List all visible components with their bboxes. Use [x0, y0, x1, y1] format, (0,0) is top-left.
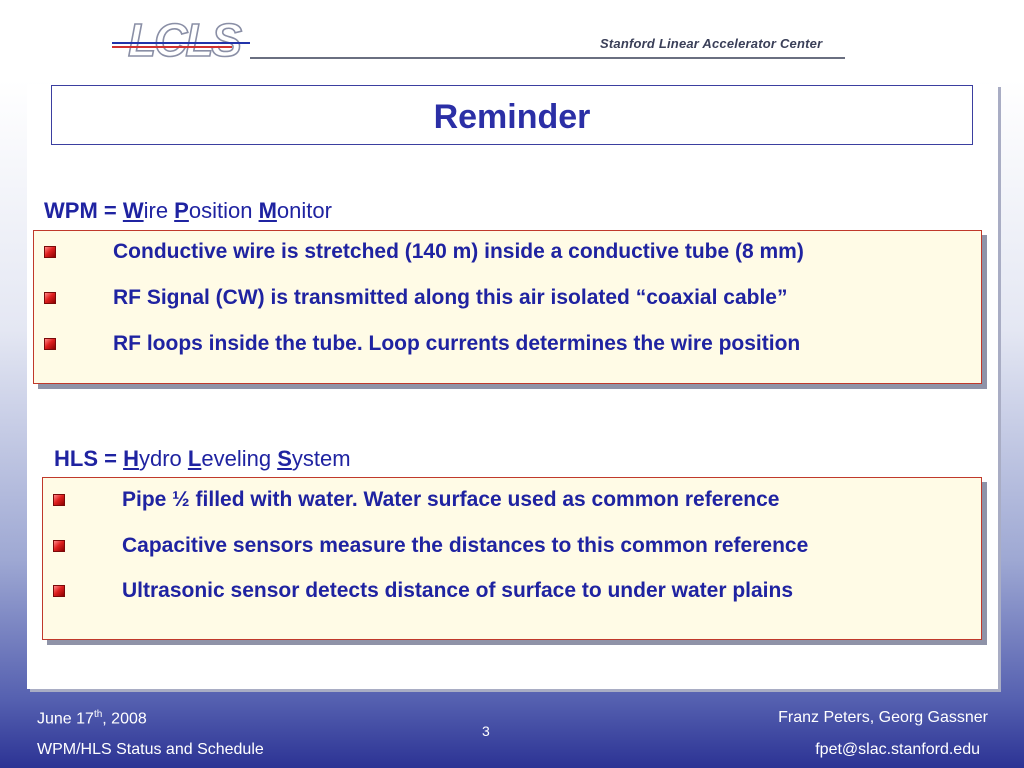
list-item	[34, 240, 981, 270]
bullet-text: Conductive wire is stretched (140 m) inside a conductive tube (8 mm)	[113, 240, 804, 263]
hls-word-rest-1: ydro	[138, 446, 188, 471]
title-box	[51, 85, 973, 145]
list-item	[43, 579, 981, 609]
slide-header	[0, 0, 1024, 80]
hls-abbreviation: HLS =	[54, 446, 124, 471]
date-year: , 2008	[102, 710, 147, 728]
slide-title: Reminder	[433, 98, 591, 136]
wpm-initial-m: M	[258, 198, 277, 223]
bullet-text: Pipe ½ filled with water. Water surface used as common reference	[122, 488, 780, 511]
bullet-text: Ultrasonic sensor detects distance of surface to under water plains	[122, 579, 794, 602]
header-divider	[250, 57, 845, 59]
red-square-bullet-icon	[53, 540, 65, 552]
hls-heading	[54, 446, 351, 472]
list-item	[34, 286, 981, 316]
hls-initial-s: S	[277, 446, 292, 471]
wpm-word-rest-1: ire	[143, 198, 175, 223]
footer-date	[37, 709, 147, 728]
list-item	[43, 488, 981, 518]
red-square-bullet-icon	[53, 585, 65, 597]
organization-name: Stanford Linear Accelerator Center	[600, 36, 823, 51]
hls-word-rest-2: eveling	[201, 446, 278, 471]
date-month-day: June 17	[37, 710, 94, 728]
list-item	[43, 534, 981, 564]
bullet-text: Capacitive sensors measure the distances to this common reference	[122, 534, 809, 557]
red-square-bullet-icon	[44, 246, 56, 258]
red-square-bullet-icon	[44, 292, 56, 304]
wpm-initial-w: W	[122, 198, 144, 223]
page-number: 3	[482, 723, 490, 739]
date-superscript: th	[93, 709, 103, 720]
hls-word-rest-3: ystem	[291, 446, 351, 471]
wpm-heading	[44, 198, 332, 224]
wpm-abbreviation: WPM =	[44, 198, 123, 223]
wpm-initial-p: P	[174, 198, 189, 223]
svg-text:LCLS: LCLS	[128, 14, 241, 66]
list-item	[34, 332, 981, 362]
lcls-logo	[112, 14, 252, 74]
wpm-word-rest-2: osition	[188, 198, 259, 223]
footer-email: fpet@slac.stanford.edu	[815, 741, 980, 758]
red-square-bullet-icon	[53, 494, 65, 506]
wpm-bullet-box	[33, 230, 982, 384]
footer-authors: Franz Peters, Georg Gassner	[778, 709, 988, 726]
hls-bullet-box	[42, 477, 982, 640]
wpm-word-rest-3: onitor	[276, 198, 332, 223]
footer-talk-title: WPM/HLS Status and Schedule	[37, 741, 264, 758]
hls-initial-l: L	[187, 446, 202, 471]
bullet-text: RF Signal (CW) is transmitted along this air isolated “coaxial cable”	[113, 286, 788, 309]
hls-initial-h: H	[123, 446, 139, 471]
red-square-bullet-icon	[44, 338, 56, 350]
bullet-text: RF loops inside the tube. Loop currents determines the wire position	[113, 332, 801, 355]
